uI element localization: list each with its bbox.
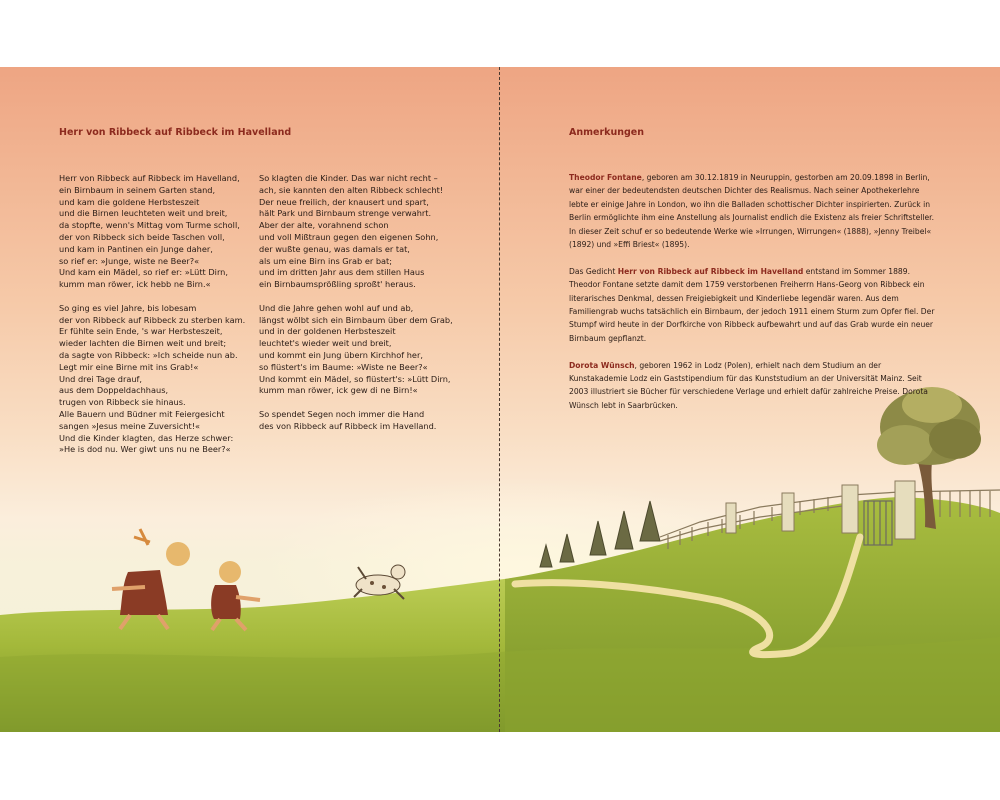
poem-line: da sagte von Ribbeck: »Ich scheide nun ab. <box>59 349 238 360</box>
stanza <box>259 303 453 397</box>
poem-line: kumm man röwer, ick hebb ne Birn.« <box>59 279 211 290</box>
poem-line: da stopfte, wenn's Mittag vom Turme scholl, <box>59 220 240 231</box>
poem-line: sangen »Jesus meine Zuversicht!« <box>59 420 201 431</box>
note-text: , geboren am 30.12.1819 in Neuruppin, gestorben am 20.09.1898 in Berlin, war einer der bedeutendsten deutschen Dichter des Realismus. Nach seiner Apothekerlehre lebte er einige Jahre in London, wo ihn die Balladen schottischer Dichter inspirierten. Zurück in Berlin ermöglichte ihm eine Anstellung als Journalist endlich die Existenz als freier Schriftsteller. In dieser Zeit schuf er so bedeutende Werke wie »Irrungen, Wirrungen« (1888), »Jenny Treibel« (1892) und »Effi Briest« (1895). <box>569 173 935 250</box>
poem-line: der von Ribbeck sich beide Taschen voll, <box>59 231 225 242</box>
note-highlight: Herr von Ribbeck auf Ribbeck im Havelland <box>617 266 804 276</box>
poem-line: Und kam ein Mädel, so rief er: »Lütt Dirn, <box>59 267 228 278</box>
poem-line: Legt mir eine Birne mit ins Grab!« <box>59 361 199 372</box>
note-paragraph-wuensch <box>569 359 937 413</box>
note-text: entstand im Sommer 1889. Theodor Fontane setzte damit dem 1759 verstorbenen Freiherrn Hans-Georg von Ribbeck ein literarisches Denkmal, dessen Freigiebigkeit und Kinderliebe legendär waren. Aus dem Familiengrab wuchs tatsächlich ein Birnbaum, der jedoch 1911 einem Sturm zum Opfer fiel. Der Stumpf wird heute in der Dorfkirche von Ribbeck aufbewahrt und auf das Grab wurde ein neuer Birnbaum gepflanzt. <box>569 266 935 343</box>
poem-line: so rief er: »Junge, wiste ne Beer?« <box>59 255 200 266</box>
poem-line: längst wölbt sich ein Birnbaum über dem Grab, <box>259 314 453 325</box>
note-paragraph-poem <box>569 265 937 345</box>
note-text: , geboren 1962 in Lodz (Polen), erhielt nach dem Studium an der Kunstakademie Lodz ein Gaststipendium für das Kunststudium an der Universität Mainz. Seit 2003 illustriert sie Bücher für verschiedene Verlage und erhielt dafür zahlreiche Preise. Dorota Wünsch lebt in Saarbrücken. <box>569 360 928 410</box>
poem-line: der wußte genau, was damals er tat, <box>259 243 410 254</box>
poem-column-1 <box>59 173 245 456</box>
stanza <box>59 303 245 456</box>
poem-line: und die Birnen leuchteten weit und breit, <box>59 208 228 219</box>
poem-line: Und die Jahre gehen wohl auf und ab, <box>259 302 414 313</box>
poem-line: So klagten die Kinder. Das war nicht recht – <box>259 173 438 183</box>
poem-line: des von Ribbeck auf Ribbeck im Havelland. <box>259 420 437 431</box>
note-highlight: Theodor Fontane <box>569 173 642 182</box>
poem-line: trugen von Ribbeck sie hinaus. <box>59 397 186 408</box>
note-paragraph-fontane <box>569 171 937 251</box>
stanza <box>59 173 245 291</box>
poem-line: So ging es viel Jahre, bis lobesam <box>59 302 197 313</box>
poem-line: ach, sie kannten den alten Ribbeck schlecht! <box>259 184 444 195</box>
poem-line: der von Ribbeck auf Ribbeck zu sterben kam. <box>59 314 246 325</box>
note-highlight: Dorota Wünsch <box>569 360 635 370</box>
poem-line: So spendet Segen noch immer die Hand <box>259 408 425 419</box>
poem-line: so flüstert's im Baume: »Wiste ne Beer?« <box>259 361 428 372</box>
notes-title: Anmerkungen <box>569 127 644 138</box>
poem-line: ein Birnbaumsprößling sproßt' heraus. <box>259 279 416 290</box>
book-spread <box>0 67 1000 732</box>
stanza <box>259 173 453 291</box>
poem-line: als um eine Birn ins Grab er bat; <box>259 255 393 266</box>
poem-line: wieder lachten die Birnen weit und breit; <box>59 338 227 349</box>
poem-line: Alle Bauern und Büdner mit Feiergesicht <box>59 408 225 419</box>
poem-line: »He is dod nu. Wer giwt uns nu ne Beer?« <box>59 444 231 455</box>
stanza <box>259 409 453 433</box>
poem-line: Und die Kinder klagten, das Herze schwer: <box>59 432 234 443</box>
poem-line: Und kommt ein Mädel, so flüstert's: »Lütt Dirn, <box>259 373 451 384</box>
poem-line: Und drei Tage drauf, <box>59 373 143 384</box>
poem-line: und kam die goldene Herbsteszeit <box>59 196 200 207</box>
poem-line: leuchtet's wieder weit und breit, <box>259 338 392 349</box>
poem-line: aus dem Doppeldachhaus, <box>59 385 169 396</box>
poem-line: kumm man röwer, ick gew di ne Birn!« <box>259 385 418 396</box>
note-prefix: Das Gedicht <box>569 266 618 276</box>
poem-line: und kommt ein Jung übern Kirchhof her, <box>259 349 423 360</box>
poem-column-2 <box>259 173 453 433</box>
poem-line: und in der goldenen Herbsteszeit <box>259 326 396 337</box>
poem-line: und im dritten Jahr aus dem stillen Haus <box>259 267 425 278</box>
right-page <box>500 67 1000 732</box>
left-page <box>0 67 499 732</box>
poem-line: und kam in Pantinen ein Junge daher, <box>59 243 213 254</box>
poem-title: Herr von Ribbeck auf Ribbeck im Havelland <box>59 127 292 138</box>
poem-line: ein Birnbaum in seinem Garten stand, <box>59 184 216 195</box>
notes-body <box>569 171 937 426</box>
poem-line: Herr von Ribbeck auf Ribbeck im Havelland, <box>59 173 240 183</box>
poem-line: hält Park und Birnbaum strenge verwahrt. <box>259 208 432 219</box>
poem-line: Aber der alte, vorahnend schon <box>259 220 389 231</box>
poem-line: Der neue freilich, der knausert und spart, <box>259 196 429 207</box>
poem-line: Er fühlte sein Ende, 's war Herbsteszeit, <box>59 326 223 337</box>
poem-line: und voll Mißtraun gegen den eigenen Sohn, <box>259 231 439 242</box>
